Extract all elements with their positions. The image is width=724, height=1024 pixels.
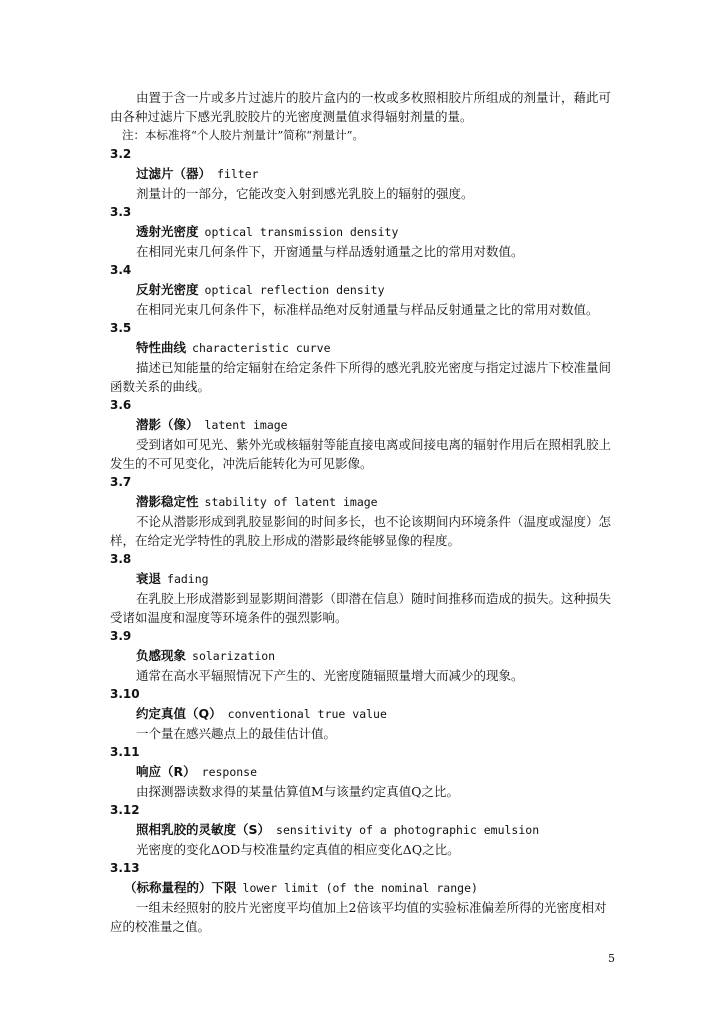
- term-en: stability of latent image: [204, 495, 378, 509]
- term-zh: 特性曲线: [136, 340, 187, 355]
- term-en: response: [201, 765, 258, 779]
- term-zh: （标称量程的）下限: [124, 880, 237, 895]
- entry-3-13: [110, 859, 616, 936]
- entry-number: 3.5: [110, 321, 132, 335]
- term-zh: 照相乳胶的灵敏度（S）: [136, 822, 271, 837]
- term-en: optical reflection density: [204, 283, 385, 297]
- entry-number: 3.12: [110, 803, 140, 817]
- term-zh: 约定真值（Q）: [136, 706, 222, 721]
- entry-number: 3.4: [110, 263, 132, 277]
- term-zh: 潜影（像）: [136, 417, 199, 432]
- term-definition: 受到诸如可见光、紫外光或核辐射等能直接电离或间接电离的辐射作用后在照相乳胶上发生的不可见变化，冲洗后能转化为可见影像。: [110, 437, 612, 471]
- entry-3-9: [110, 627, 616, 685]
- term-definition: 在相同光束几何条件下，标准样品绝对反射通量与样品反射通量之比的常用对数值。: [136, 302, 599, 317]
- term-zh: 潜影稳定性: [136, 494, 199, 509]
- term-en: sensitivity of a photographic emulsion: [276, 823, 540, 837]
- entry-3-12: [110, 801, 616, 859]
- term-en: solarization: [192, 649, 276, 663]
- entry-3-2: [110, 145, 616, 203]
- entry-number: 3.10: [110, 687, 140, 701]
- term-definition: 描述已知能量的给定辐射在给定条件下所得的感光乳胶光密度与指定过滤片下校准量间函数关系的曲线。: [110, 360, 612, 394]
- term-zh: 衰退: [136, 571, 162, 586]
- term-en: characteristic curve: [192, 341, 331, 355]
- term-zh: 过滤片（器）: [136, 166, 212, 181]
- term-en: fading: [167, 572, 209, 586]
- entry-3-5: [110, 319, 616, 396]
- entry-3-11: [110, 743, 616, 801]
- term-definition: 剂量计的一部分，它能改变入射到感光乳胶上的辐射的强度。: [136, 186, 474, 201]
- term-en: lower limit (of the nominal range): [242, 881, 478, 895]
- page-number: 5: [608, 952, 615, 965]
- term-zh: 响应（R）: [136, 764, 196, 779]
- term-definition: 一个量在感兴趣点上的最佳估计值。: [136, 726, 337, 741]
- term-definition: 在相同光束几何条件下，开窗通量与样品透射通量之比的常用对数值。: [136, 244, 524, 259]
- entry-number: 3.3: [110, 205, 132, 219]
- entry-3-4: [110, 261, 616, 319]
- term-zh: 反射光密度: [136, 282, 199, 297]
- entry-number: 3.2: [110, 147, 132, 161]
- term-definition: 光密度的变化ΔOD与校准量约定真值的相应变化ΔQ之比。: [136, 842, 460, 857]
- entry-number: 3.9: [110, 629, 132, 643]
- term-definition: 在乳胶上形成潜影到显影期间潜影（即潜在信息）随时间推移而造成的损失。这种损失受诸如温度和湿度等环境条件的强烈影响。: [110, 591, 612, 625]
- term-zh: 负感现象: [136, 648, 187, 663]
- term-definition: 通常在高水平辐照情况下产生的、光密度随辐照量增大而减少的现象。: [136, 668, 524, 683]
- entry-number: 3.11: [110, 745, 140, 759]
- entry-number: 3.8: [110, 552, 132, 566]
- term-en: filter: [217, 167, 259, 181]
- term-definition: 一组未经照射的胶片光密度平均值加上2倍该平均值的实验标准偏差所得的光密度相对应的校准量之值。: [110, 900, 607, 934]
- content-body: [110, 88, 616, 936]
- entry-3-10: [110, 685, 616, 743]
- term-en: conventional true value: [227, 707, 387, 721]
- term-en: optical transmission density: [204, 225, 399, 239]
- term-definition: 不论从潜影形成到乳胶显影间的时间多长，也不论该期间内环境条件（温度或湿度）怎样，在给定光学特性的乳胶上形成的潜影最终能够显像的程度。: [110, 514, 612, 548]
- note-text: 注：本标准将“个人胶片剂量计”简称“剂量计”。: [122, 128, 365, 142]
- term-en: latent image: [204, 418, 288, 432]
- term-definition: 由探测器读数求得的某量估算值M与该量约定真值Q之比。: [136, 784, 460, 799]
- entry-3-7: [110, 473, 616, 550]
- entry-3-3: [110, 203, 616, 261]
- entry-number: 3.13: [110, 861, 140, 875]
- entry-3-8: [110, 550, 616, 627]
- term-zh: 透射光密度: [136, 224, 199, 239]
- entry-number: 3.6: [110, 398, 132, 412]
- entry-3-6: [110, 396, 616, 473]
- entry-number: 3.7: [110, 475, 132, 489]
- intro-paragraph: 由置于含一片或多片过滤片的胶片盒内的一枚或多枚照相胶片所组成的剂量计，藉此可由各种过滤片下感光乳胶胶片的光密度测量值求得辐射剂量的量。: [110, 90, 612, 124]
